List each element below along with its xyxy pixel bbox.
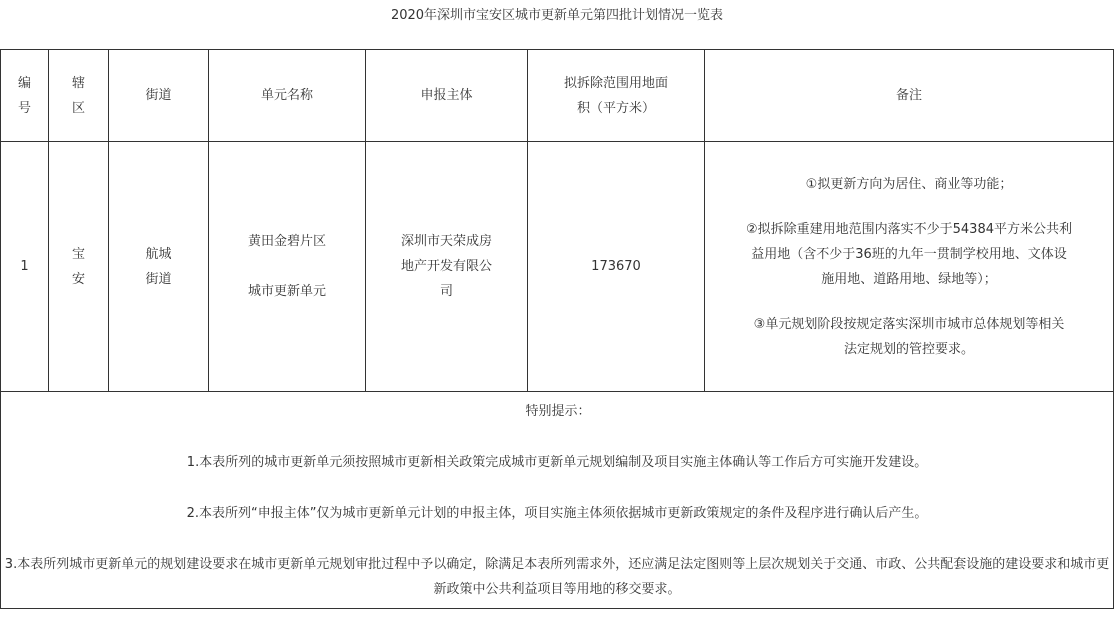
cell-district [49, 142, 109, 392]
header-area-line: 积（平方米） [576, 100, 655, 116]
remark-line: 益用地（含不少于36班的九年一贯制学校用地、文体设 [751, 246, 1067, 262]
remark-line: ③单元规划阶段按规定落实深圳市城市总体规划等相关 [753, 316, 1065, 332]
cell-unit-name [209, 142, 366, 392]
cell-applicant [366, 142, 528, 392]
header-number-line: 编 [17, 75, 31, 91]
header-applicant: 申报主体 [366, 50, 528, 142]
note-item: 2.本表所列“申报主体”仅为城市更新单元计划的申报主体，项目实施主体须依据城市更新政策规定的条件及程序进行确认后产生。 [186, 505, 928, 521]
remark-line: 法定规划的管控要求。 [843, 341, 974, 357]
table-header-row [1, 50, 1114, 142]
cell-unit-name-line: 城市更新单元 [247, 284, 326, 299]
header-street: 街道 [109, 50, 209, 142]
remark-line: ②拟拆除重建用地范围内落实不少于54384平方米公共利 [745, 221, 1072, 237]
cell-applicant-line: 司 [439, 284, 453, 299]
table-row [1, 142, 1114, 392]
header-district [49, 50, 109, 142]
cell-applicant-line: 地产开发有限公 [400, 259, 492, 274]
header-district-line: 辖 [71, 75, 85, 91]
notes-cell [1, 392, 1114, 609]
remark-line: 施用地、道路用地、绿地等）； [821, 271, 997, 287]
cell-applicant-line: 深圳市天荣成房 [400, 234, 492, 249]
plan-table [0, 49, 1114, 609]
cell-district-line: 宝 [71, 246, 85, 262]
document-title: 2020年深圳市宝安区城市更新单元第四批计划情况一览表 [390, 8, 724, 23]
cell-street-line: 街道 [145, 271, 172, 287]
note-item: 3.本表所列城市更新单元的规划建设要求在城市更新单元规划审批过程中予以确定，除满足本表所列需求外，还应满足法定图则等上层次规划关于交通、市政、公共配套设施的建设要求和城市更新政策中公共利益项目等用地的移交要求。 [4, 556, 1110, 597]
cell-street [109, 142, 209, 392]
header-number-line: 号 [17, 100, 31, 116]
cell-remarks [705, 142, 1114, 392]
header-district-line: 区 [71, 100, 85, 116]
notes-title: 特别提示： [525, 403, 591, 419]
note-item: 1.本表所列的城市更新单元须按照城市更新相关政策完成城市更新单元规划编制及项目实施主体确认等工作后方可实施开发建设。 [186, 454, 928, 470]
cell-area: 173670 [528, 142, 705, 392]
header-unit-name: 单元名称 [209, 50, 366, 142]
remark-line: ①拟更新方向为居住、商业等功能； [805, 176, 1013, 192]
cell-street-line: 航城 [145, 246, 172, 262]
cell-district-line: 安 [71, 271, 85, 287]
cell-unit-name-line: 黄田金碧片区 [247, 234, 326, 249]
header-remarks: 备注 [705, 50, 1114, 142]
cell-number: 1 [1, 142, 49, 392]
header-number [1, 50, 49, 142]
header-area-line: 拟拆除范围用地面 [563, 75, 668, 91]
notes-row [1, 392, 1114, 609]
header-area [528, 50, 705, 142]
